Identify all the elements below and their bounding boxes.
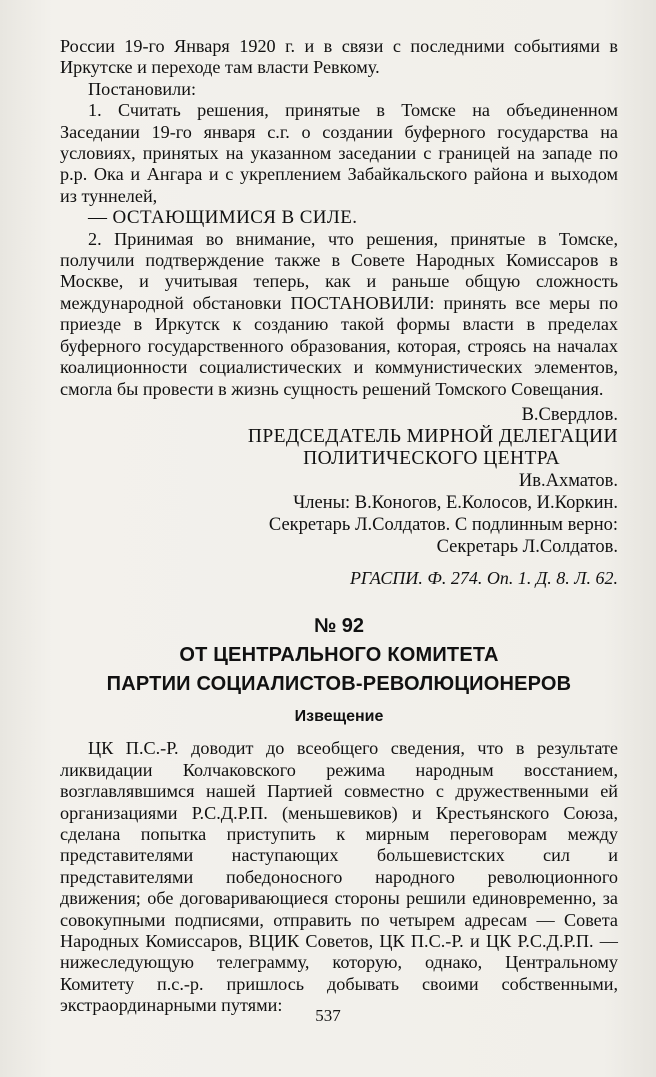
- secretary-line-1: Секретарь Л.Солдатов. С подлинным верно:: [268, 514, 618, 535]
- paragraph-resolution-1: 1. Считать решения, принятые в Томске на объединенном Заседании 19-го января с.г. о создании буферного государства на условиях, принятых на указанном заседании с границей на западе по р.р. Ока и Ангара и с укреплением Забайкальского района и выходом из туннелей,: [60, 100, 618, 206]
- paragraph-announcement: ЦК П.С.-Р. доводит до всеобщего сведения, что в результате ликвидации Колчаковского режима народным восстанием, возглавлявшимся нашей Партией совместно с дружественными ей организациями Р.С.Д.Р.П. (меньшевиков) и Крестьянского Союза, сделана попытка приступить к мирным переговорам между представителями наступающих большевистских сил и представителями победоносного народного революционного движения; обе договаривающиеся стороны решили единовременно, за совокупными подписями, отправить по четырем адресам — Совета Народных Комиссаров, ВЦИК Советов, ЦК П.С.-Р. и ЦК Р.С.Д.Р.П. — нижеследующую телеграмму, которую, однако, Центральному Комитету п.с.-р. пришлось добывать своими собственными, экстраординарными путями:: [60, 738, 618, 1016]
- document-subtitle: Извещение: [294, 708, 384, 726]
- document-title-line-2: ПАРТИИ СОЦИАЛИСТОВ-РЕВОЛЮЦИОНЕРОВ: [106, 673, 572, 696]
- paragraph-remain-in-force: — ОСТАЮЩИМИСЯ В СИЛЕ.: [88, 207, 358, 229]
- paragraph-intro: России 19-го Января 1920 г. и в связи с последними событиями в Иркутске и переходе там власти Ревкому.: [60, 36, 618, 78]
- chairman-heading-line-1: ПРЕДСЕДАТЕЛЬ МИРНОЙ ДЕЛЕГАЦИИ: [247, 425, 618, 447]
- members-line: Члены: В.Коногов, Е.Колосов, И.Коркин.: [293, 492, 618, 513]
- paragraph-postanovili: Постановили:: [88, 78, 197, 99]
- secretary-line-2: Секретарь Л.Солдатов.: [436, 536, 618, 557]
- signature-akhmatov: Ив.Ахматов.: [518, 470, 618, 491]
- signature-sverdlov: В.Свердлов.: [521, 404, 618, 425]
- chairman-heading-line-2: ПОЛИТИЧЕСКОГО ЦЕНТРА: [303, 447, 560, 469]
- document-title-line-1: ОТ ЦЕНТРАЛЬНОГО КОМИТЕТА: [179, 644, 499, 667]
- document-number: № 92: [313, 615, 365, 638]
- paragraph-resolution-2: 2. Принимая во внимание, что решения, принятые в Томске, получили подтверждение также в Совете Народных Комиссаров в Москве, и учитывая теперь, как и раньше общую сложность международной обстановки ПОСТАНОВИЛИ: принять все меры по приезде в Иркутск к созданию такой формы власти в пределах буферного государственного образования, которая, строясь на началах коалиционности социалистических и коммунистических элементов, смогла бы провести в жизнь сущность решений Томского Совещания.: [60, 228, 618, 399]
- archive-reference: РГАСПИ. Ф. 274. Оп. 1. Д. 8. Л. 62.: [349, 567, 618, 588]
- page-number: 537: [315, 1006, 341, 1025]
